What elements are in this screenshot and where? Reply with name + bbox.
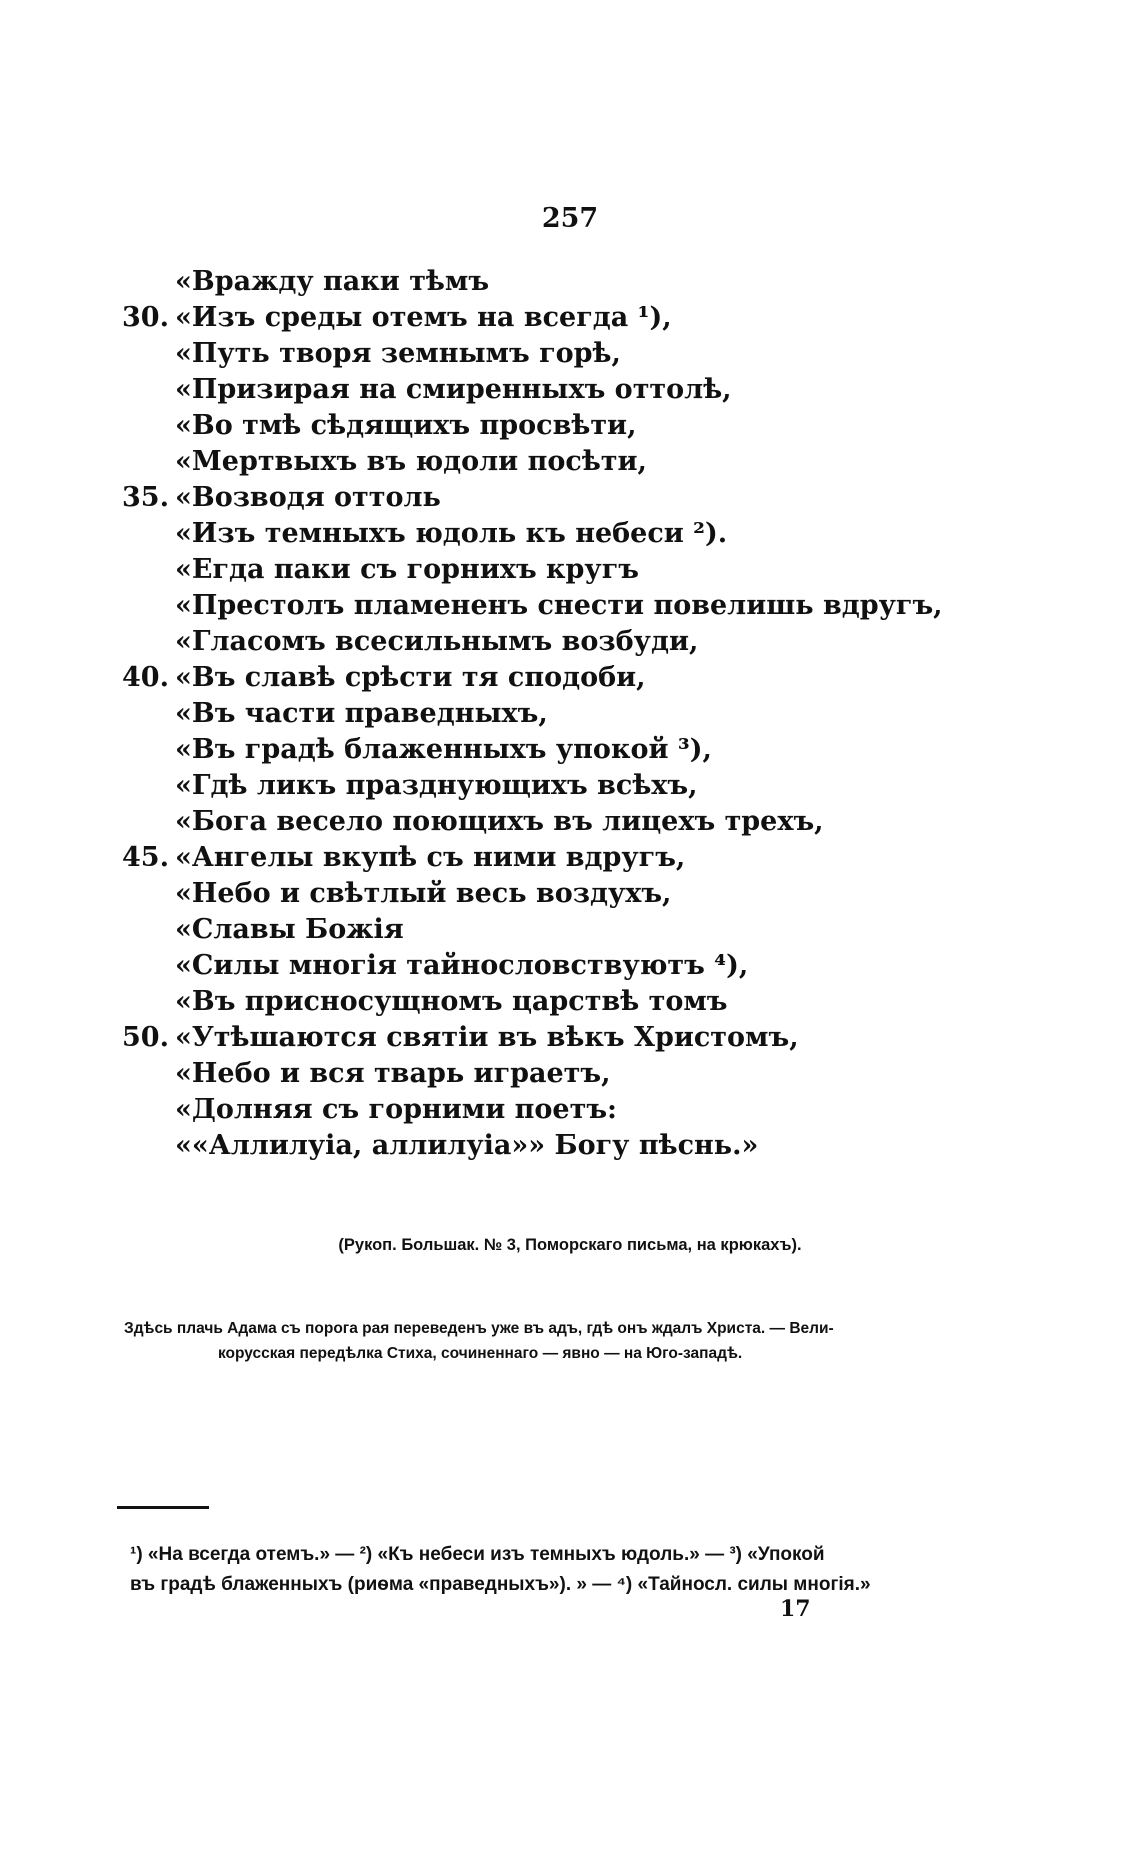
verse-line (122, 552, 1022, 588)
verse-text: «Возводя оттоль (175, 482, 441, 513)
verse-text: «Въ части праведныхъ, (175, 698, 548, 729)
editorial-commentary (124, 1316, 914, 1366)
verse-line (122, 912, 1022, 948)
verse-text: «Небо и вся тварь играетъ, (175, 1058, 611, 1089)
verse-number: 45. (122, 842, 169, 873)
verse-text: «Вражду паки тѣмъ (175, 266, 490, 297)
footnotes (130, 1540, 930, 1600)
verse-line (122, 984, 1022, 1020)
verse-line (122, 372, 1022, 408)
verse-text: «Мертвыхъ въ юдоли посѣти, (175, 446, 647, 477)
verse-text: «Егда паки съ горнихъ кругъ (175, 554, 639, 585)
verse-text: «Гдѣ ликъ празднующихъ всѣхъ, (175, 770, 698, 801)
verse-text: «Въ славѣ срѣсти тя сподоби, (175, 662, 646, 693)
page-number: 257 (541, 203, 599, 234)
verse-text: «Изъ среды отемъ на всегда ¹), (175, 302, 672, 333)
verse-text: «Бога весело поющихъ въ лицехъ трехъ, (175, 806, 824, 837)
commentary-line: корусская передѣлка Стиха, сочиненнаго — явно — на Юго-западѣ. (218, 1345, 743, 1362)
verse-line (122, 1056, 1022, 1092)
verse-line (122, 768, 1022, 804)
verse-line (122, 804, 1022, 840)
verse-text: «Долняя съ горними поетъ: (175, 1094, 617, 1125)
verse-line (122, 1020, 1022, 1056)
verse-text: «Престолъ пламененъ снести повелишь вдругъ, (175, 590, 943, 621)
verse-line (122, 408, 1022, 444)
verse-line (122, 624, 1022, 660)
verse-line (122, 300, 1022, 336)
verse-line (122, 660, 1022, 696)
verse-number: 35. (122, 482, 169, 513)
verse-line (122, 444, 1022, 480)
verse-text: «Въ присносущномъ царствѣ томъ (175, 986, 728, 1017)
verse-text: «Путь творя земнымъ горѣ, (175, 338, 621, 369)
verse-text: «Утѣшаются святіи въ вѣкъ Христомъ, (175, 1022, 799, 1053)
footnote-line: ¹) «На всегда отемъ.» — ²) «Къ небеси изъ темныхъ юдоль.» — ³) «Упокой (130, 1544, 825, 1565)
verse-number: 30. (122, 302, 169, 333)
verse-line (122, 1128, 1022, 1164)
verse-line (122, 732, 1022, 768)
verse-text: «Изъ темныхъ юдоль къ небеси ²). (175, 518, 728, 549)
poem-verses (122, 264, 1022, 1164)
verse-text: «Силы многія тайнословствуютъ ⁴), (175, 950, 749, 981)
verse-text: «Ангелы вкупѣ съ ними вдругъ, (175, 842, 686, 873)
verse-text: ««Аллилуіа, аллилуіа»» Богу пѣснь.» (175, 1130, 759, 1161)
verse-text: «Небо и свѣтлый весь воздухъ, (175, 878, 672, 909)
manuscript-source-note: (Рукоп. Большак. № 3, Поморскаго письма, на крюкахъ). (338, 1236, 802, 1254)
verse-line (122, 696, 1022, 732)
verse-line (122, 264, 1022, 300)
footnote-divider (117, 1506, 209, 1509)
verse-number: 50. (122, 1022, 169, 1053)
verse-line (122, 840, 1022, 876)
verse-line (122, 1092, 1022, 1128)
verse-line (122, 480, 1022, 516)
verse-line (122, 516, 1022, 552)
verse-text: «Во тмѣ сѣдящихъ просвѣти, (175, 410, 637, 441)
verse-line (122, 588, 1022, 624)
verse-text: «Призирая на смиренныхъ оттолѣ, (175, 374, 732, 405)
verse-line (122, 336, 1022, 372)
verse-line (122, 876, 1022, 912)
verse-number: 40. (122, 662, 169, 693)
verse-line (122, 948, 1022, 984)
printer-signature-mark: 17 (780, 1596, 811, 1622)
verse-text: «Гласомъ всесильнымъ возбуди, (175, 626, 699, 657)
verse-text: «Въ градѣ блаженныхъ упокой ³), (175, 734, 712, 765)
commentary-line: Здѣсь плачь Адама съ порога рая переведенъ уже въ адъ, гдѣ онъ ждалъ Христа. — Вели- (124, 1320, 834, 1337)
footnote-line: въ градѣ блаженныхъ (риѳма «праведныхъ»). » — ⁴) «Тайносл. силы многія.» (130, 1574, 871, 1595)
verse-text: «Славы Божія (175, 914, 404, 945)
